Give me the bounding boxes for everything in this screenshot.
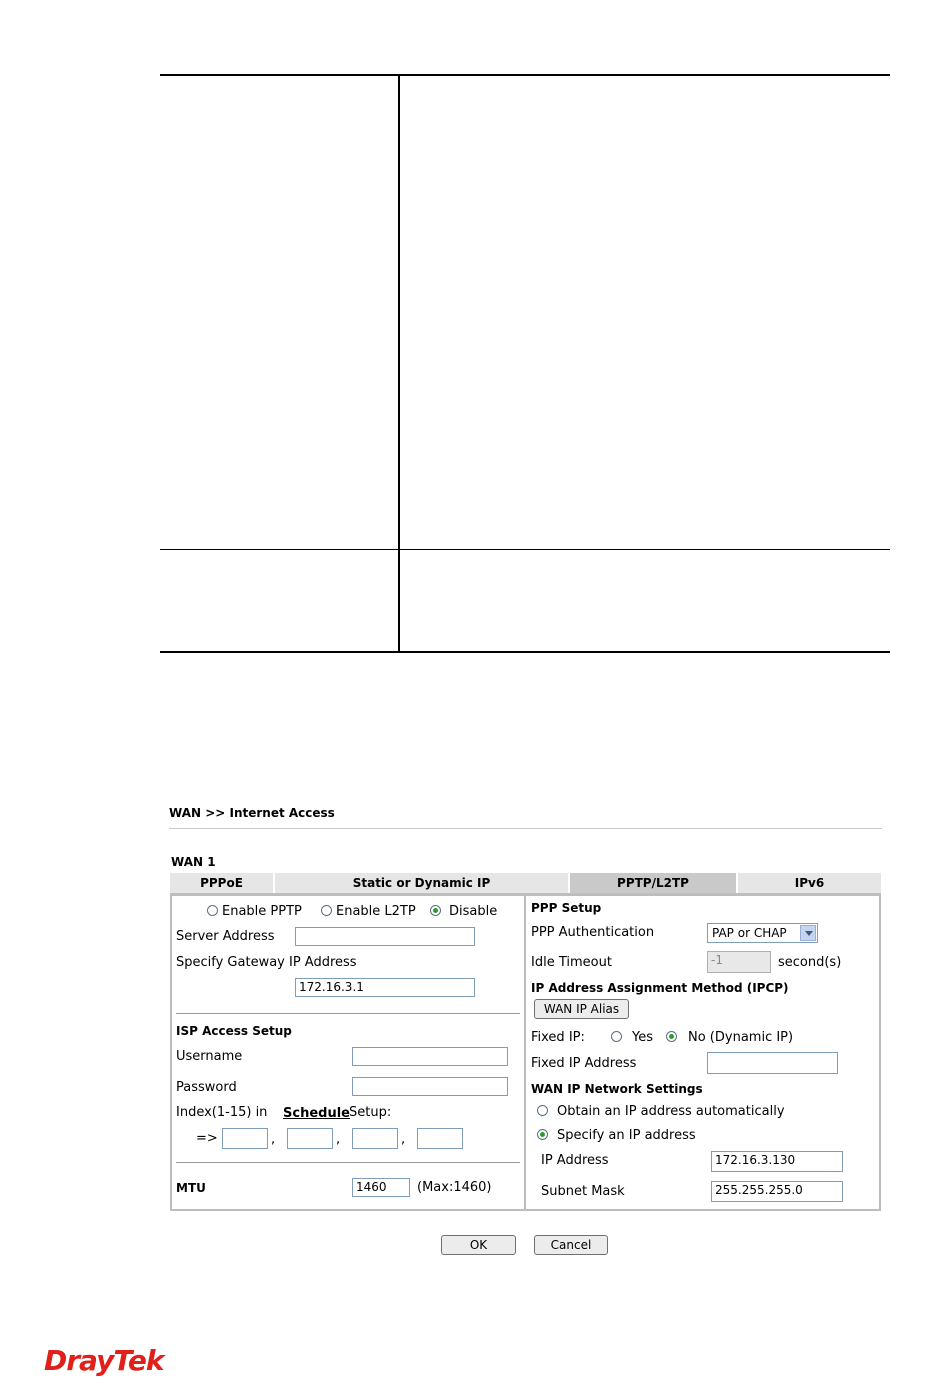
fixed-ip-no-label: No (Dynamic IP) xyxy=(688,1030,794,1045)
comma-1: , xyxy=(271,1132,276,1147)
table-bottom-rule xyxy=(160,651,890,653)
fixed-ip-no-radio[interactable] xyxy=(666,1031,677,1042)
tab-bar xyxy=(170,873,881,894)
fixed-ip-yes-radio[interactable] xyxy=(611,1031,622,1042)
idle-timeout-input: -1 xyxy=(707,951,771,973)
comma-2: , xyxy=(336,1132,341,1147)
ip-address-label: IP Address xyxy=(541,1153,609,1168)
ppp-auth-label: PPP Authentication xyxy=(531,925,655,940)
mtu-max-note: (Max:1460) xyxy=(417,1180,492,1195)
subnet-mask-label: Subnet Mask xyxy=(541,1184,625,1199)
section-divider-2 xyxy=(176,1162,520,1163)
obtain-auto-label: Obtain an IP address automatically xyxy=(557,1104,785,1119)
username-label: Username xyxy=(176,1049,243,1064)
password-input[interactable] xyxy=(352,1077,508,1096)
chevron-down-icon[interactable] xyxy=(800,925,816,941)
ok-button[interactable]: OK xyxy=(441,1235,516,1255)
wan-label: WAN 1 xyxy=(171,855,216,869)
schedule-index-1[interactable] xyxy=(222,1128,268,1149)
ppp-setup-heading: PPP Setup xyxy=(531,901,602,915)
idle-timeout-unit: second(s) xyxy=(778,955,842,970)
tab-ipv6[interactable]: IPv6 xyxy=(738,873,881,893)
gateway-ip-input[interactable]: 172.16.3.1 xyxy=(295,978,475,997)
draytek-logo: DrayTek xyxy=(44,1344,164,1377)
ip-address-input[interactable]: 172.16.3.130 xyxy=(711,1151,843,1172)
ipcp-heading: IP Address Assignment Method (IPCP) xyxy=(531,981,789,995)
fixed-ip-label: Fixed IP: xyxy=(531,1030,585,1045)
ppp-auth-value: PAP or CHAP xyxy=(712,926,787,940)
gateway-label: Specify Gateway IP Address xyxy=(176,955,357,970)
schedule-index-2[interactable] xyxy=(287,1128,333,1149)
obtain-auto-radio[interactable] xyxy=(537,1105,548,1116)
tab-pppoe[interactable]: PPPoE xyxy=(170,873,275,893)
index-suffix: Setup: xyxy=(349,1105,392,1120)
isp-access-heading: ISP Access Setup xyxy=(176,1024,292,1038)
table-top-rule xyxy=(160,74,890,76)
tab-static-dynamic-ip[interactable]: Static or Dynamic IP xyxy=(275,873,570,893)
schedule-index-4[interactable] xyxy=(417,1128,463,1149)
username-input[interactable] xyxy=(352,1047,508,1066)
index-prefix: Index(1-15) in xyxy=(176,1105,268,1120)
password-label: Password xyxy=(176,1080,237,1095)
fixed-ip-address-input[interactable] xyxy=(707,1052,838,1074)
comma-3: , xyxy=(401,1132,406,1147)
schedule-link[interactable]: Schedule xyxy=(283,1106,350,1121)
mtu-input[interactable]: 1460 xyxy=(352,1178,410,1197)
breadcrumb-divider xyxy=(169,828,882,829)
tab-pptp-l2tp[interactable]: PPTP/L2TP xyxy=(570,873,738,893)
server-address-input[interactable] xyxy=(295,927,475,946)
mtu-label: MTU xyxy=(176,1181,206,1195)
fixed-ip-address-label: Fixed IP Address xyxy=(531,1056,637,1071)
wan-ip-network-heading: WAN IP Network Settings xyxy=(531,1082,703,1096)
ppp-auth-select[interactable] xyxy=(707,923,818,943)
enable-pptp-radio[interactable] xyxy=(207,905,218,916)
disable-radio[interactable] xyxy=(430,905,441,916)
enable-l2tp-label: Enable L2TP xyxy=(336,904,416,919)
specify-ip-label: Specify an IP address xyxy=(557,1128,696,1143)
schedule-arrow: => xyxy=(196,1131,218,1146)
schedule-index-3[interactable] xyxy=(352,1128,398,1149)
subnet-mask-input[interactable]: 255.255.255.0 xyxy=(711,1181,843,1202)
table-middle-rule xyxy=(160,549,890,550)
breadcrumb: WAN >> Internet Access xyxy=(169,806,335,820)
disable-label: Disable xyxy=(449,904,498,919)
cancel-button[interactable]: Cancel xyxy=(534,1235,608,1255)
enable-l2tp-radio[interactable] xyxy=(321,905,332,916)
table-column-divider xyxy=(398,76,400,652)
specify-ip-radio[interactable] xyxy=(537,1129,548,1140)
enable-pptp-label: Enable PPTP xyxy=(222,904,302,919)
wan-ip-alias-button[interactable]: WAN IP Alias xyxy=(534,999,629,1019)
section-divider xyxy=(176,1013,520,1014)
panel-column-divider xyxy=(524,895,526,1210)
fixed-ip-yes-label: Yes xyxy=(632,1030,653,1045)
server-address-label: Server Address xyxy=(176,929,275,944)
idle-timeout-label: Idle Timeout xyxy=(531,955,612,970)
